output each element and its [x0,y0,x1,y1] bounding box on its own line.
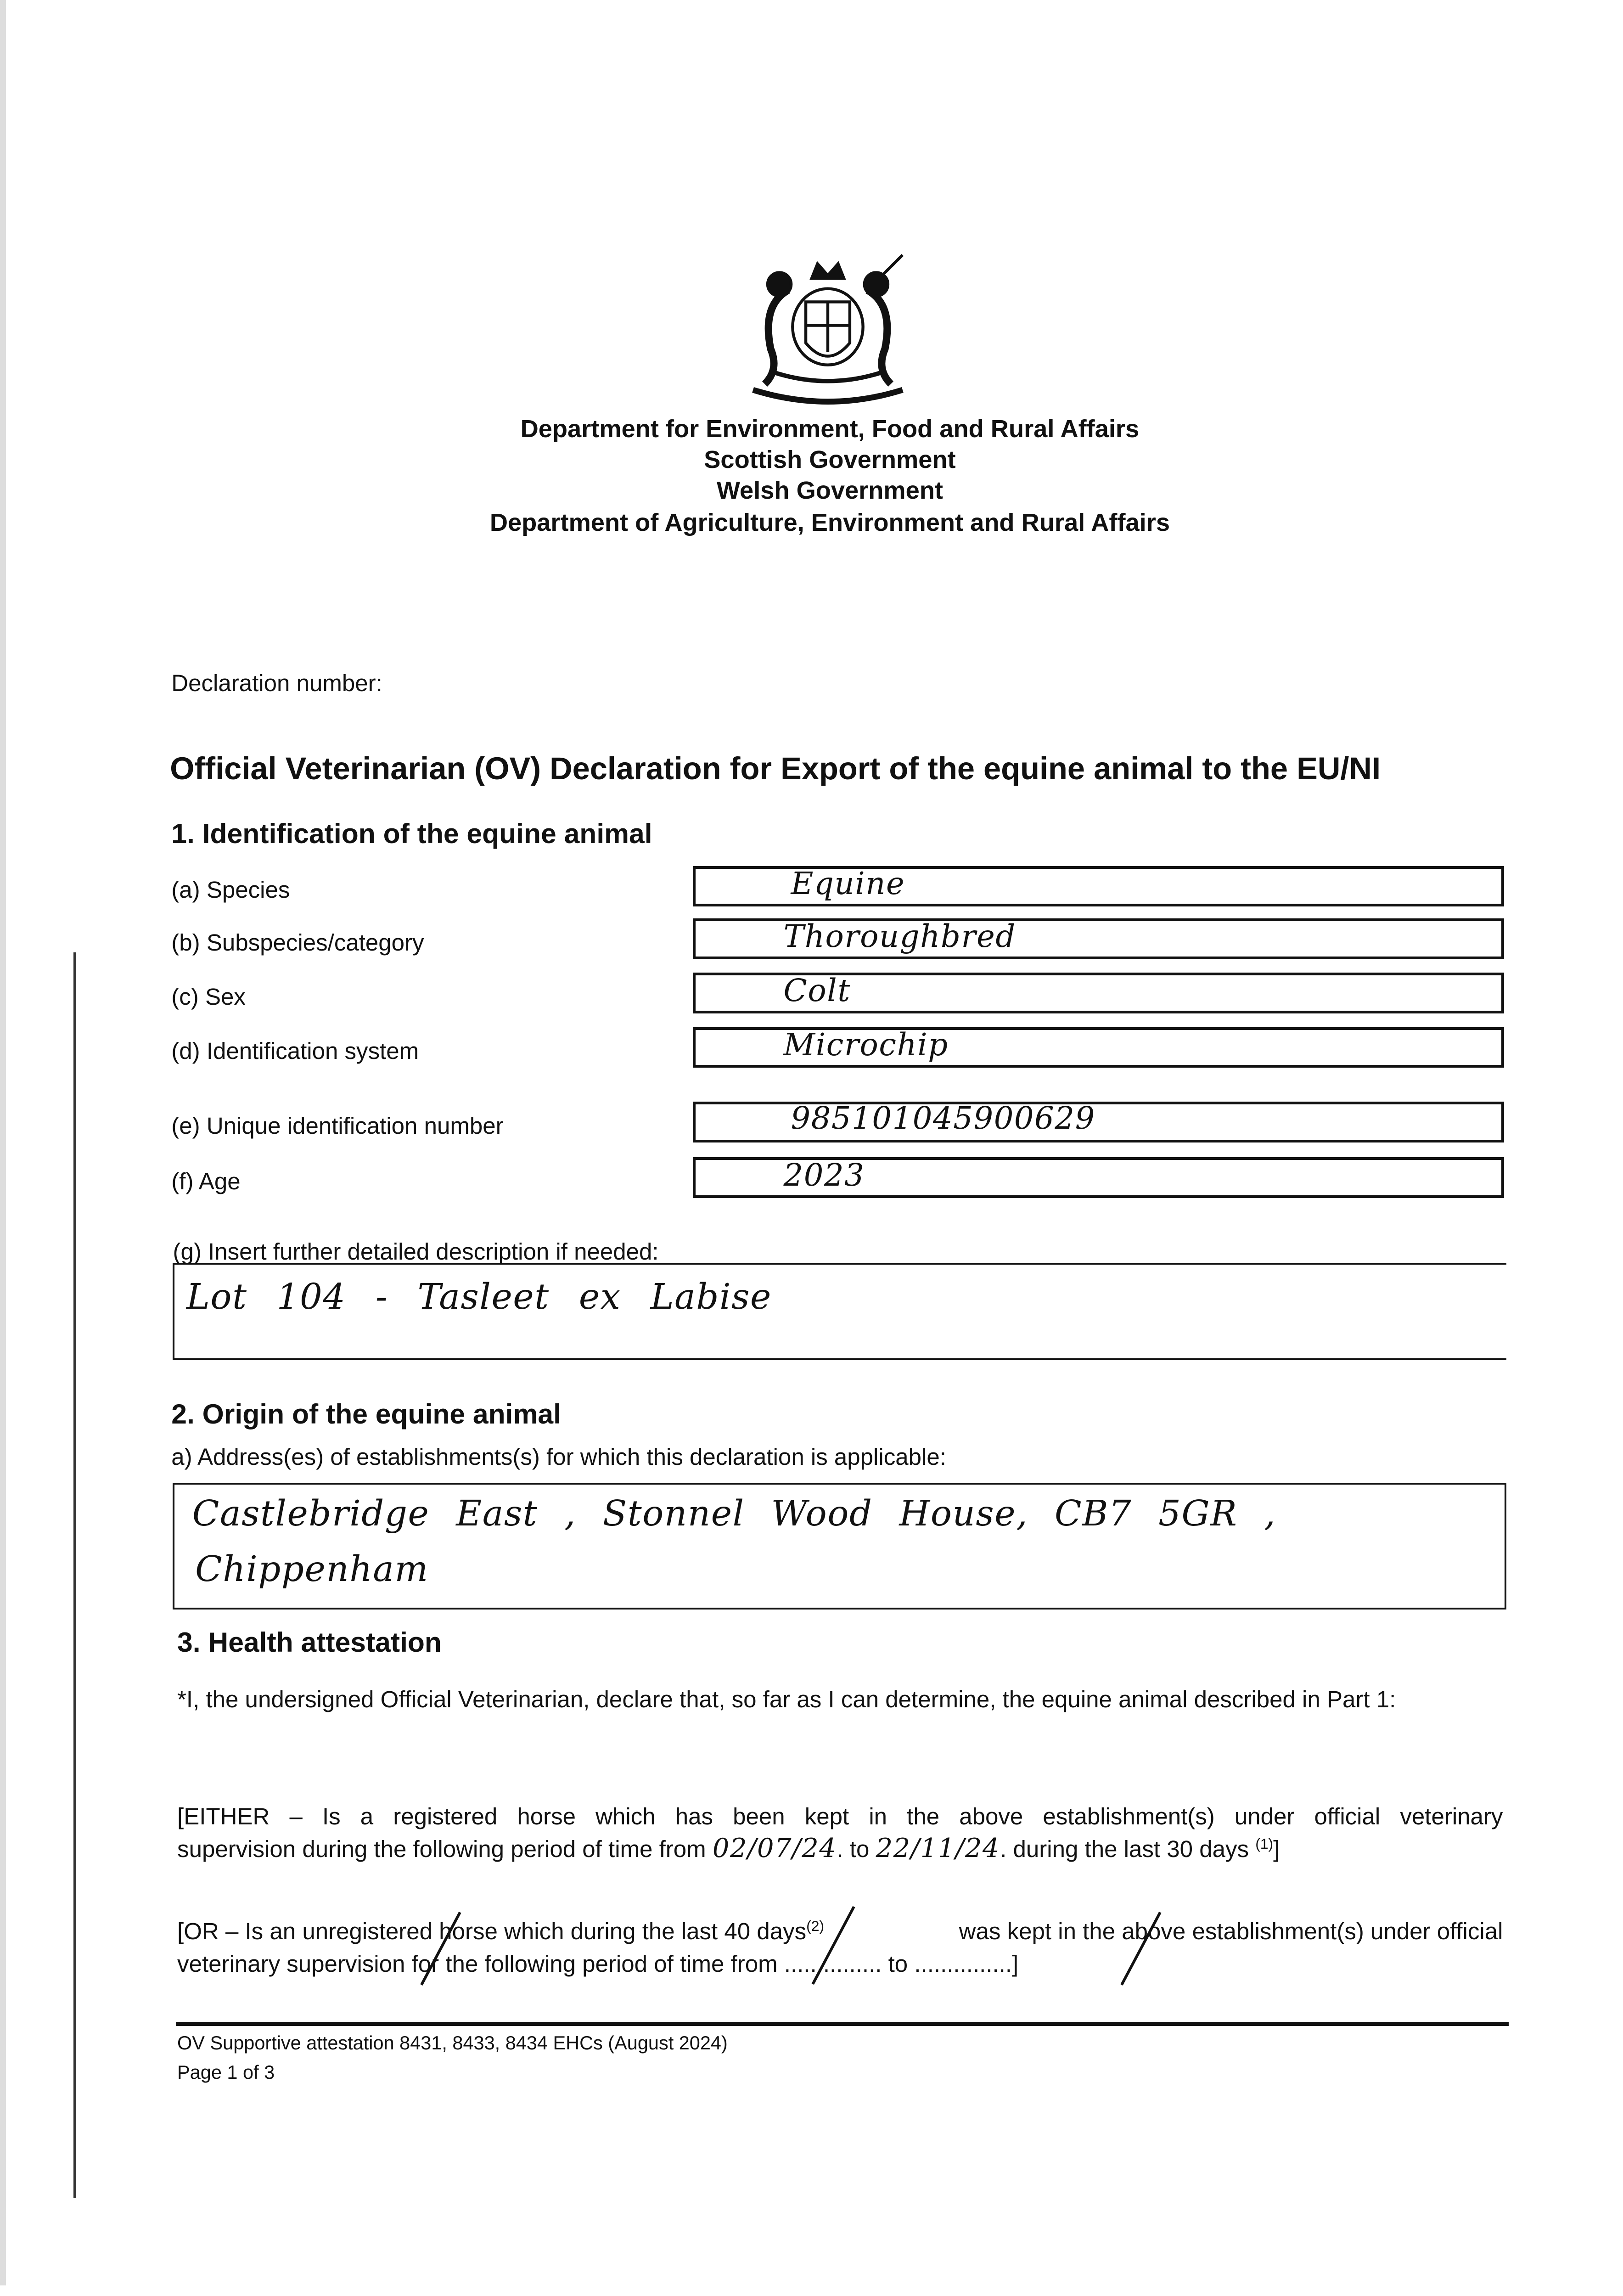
or-clause-line2: veterinary supervision for the following period of time from ............... to ...............] [177,1950,1019,1977]
declaration-number-label: Declaration number: [171,670,382,697]
document-title: Official Veterinarian (OV) Declaration for Export of the equine animal to the EU/NI [170,750,1381,786]
unique-id-field[interactable] [693,1102,1504,1142]
address-line: Chippenham [195,1549,429,1590]
margin-line [73,952,76,2198]
or-text: was kept in the above establishment(s) under official [959,1918,1503,1945]
section-1-heading: 1. Identification of the equine animal [171,818,652,850]
description-label: (g) Insert further detailed description if needed: [173,1238,659,1265]
field-value: Microchip [783,1027,949,1063]
or-text: [OR – Is an unregistered horse which during the last 40 days [177,1918,807,1945]
address-line: Castlebridge East , Stonnel Wood House, CB7 5GR , [192,1493,1276,1534]
to-date: 22/11/24 [876,1833,1000,1864]
address-field[interactable] [173,1483,1506,1609]
either-clause-line1: [EITHER – Is a registered horse which has been kept in the above establishment(s) under official veterinary [177,1803,1503,1830]
either-clause-line2: supervision during the following period of time from 02/07/24. to 22/11/24. during the last 30 days $^{(1)}$] [177,1833,1280,1864]
sex-field[interactable] [693,973,1504,1013]
field-value: 985101045900629 [791,1100,1095,1136]
subspecies-field[interactable] [693,918,1504,959]
age-field[interactable] [693,1157,1504,1198]
field-value: Equine [791,866,905,902]
attestation-intro: *I, the undersigned Official Veterinarian, declare that, so far as I can determine, the equine animal described in Part 1: [177,1686,1396,1712]
field-value: Thoroughbred [783,918,1016,955]
description-field[interactable] [173,1263,1506,1360]
department-line: Welsh Government [716,476,943,504]
footer-rule [176,2022,1509,2026]
field-label: (e) Unique identification number [171,1112,504,1139]
royal-coat-of-arms-logo [730,246,926,405]
to-word: to [849,1836,870,1863]
either-text: during the last 30 days [1013,1836,1249,1863]
description-value: Lot 104 - Tasleet ex Labise [186,1276,772,1317]
either-text: supervision during the following period of time from [177,1836,706,1863]
department-line: Scottish Government [704,445,956,473]
department-line: Department of Agriculture, Environment and Rural Affairs [489,509,1170,537]
field-label: (c) Sex [171,983,246,1010]
footer-reference: OV Supportive attestation 8431, 8433, 8434 EHCs (August 2024) [177,2032,728,2054]
field-label: (a) Species [171,876,290,903]
section-2-heading: 2. Origin of the equine animal [171,1398,561,1429]
field-label: (b) Subspecies/category [171,929,424,956]
department-line: Department for Environment, Food and Rural Affairs [520,415,1140,443]
field-value: Colt [783,973,851,1009]
species-field[interactable] [693,866,1504,907]
footnote-ref: (1) [1255,1835,1274,1852]
section-3-heading: 3. Health attestation [177,1626,442,1658]
scan-edge [0,0,6,2285]
from-date: 02/07/24 [712,1833,837,1864]
address-label: a) Address(es) of establishments(s) for which this declaration is applicable: [171,1443,946,1470]
field-label: (f) Age [171,1168,241,1194]
identification-system-field[interactable] [693,1027,1504,1068]
field-value: 2023 [783,1157,865,1193]
field-label: (d) Identification system [171,1037,419,1064]
page-number: Page 1 of 3 [177,2061,275,2083]
footnote-ref: (2) [806,1918,825,1935]
